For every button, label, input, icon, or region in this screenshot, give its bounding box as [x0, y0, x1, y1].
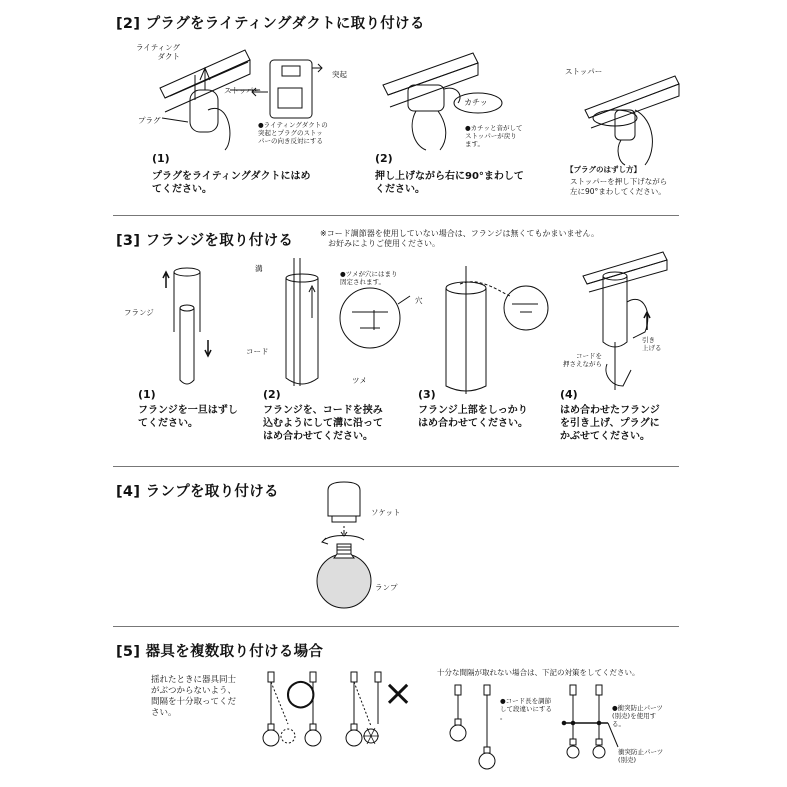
section-2-title: [2] プラグをライティングダクトに取り付ける — [116, 16, 425, 32]
label-click: カチッ — [464, 98, 488, 107]
plug-removal-illustration — [585, 70, 680, 165]
spacing-advice: 揺れたときに器具同士 がぶつからないよう、 間隔を十分取ってくだ さい。 — [151, 675, 237, 718]
lamp-install-illustration — [310, 478, 380, 610]
s3-step-4-text: はめ合わせたフランジ を引き上げ、プラグに かぶせてください。 — [560, 405, 660, 442]
section-5-title: [5] 器具を複数取り付ける場合 — [116, 644, 324, 660]
s3-step-2-num: (2) — [263, 388, 281, 401]
label-flange: フランジ — [124, 308, 154, 317]
s3-step-2-text: フランジを、コードを挟み 込むようにして溝に沿って はめ合わせてください。 — [263, 405, 383, 442]
ng-symbol: × — [383, 673, 414, 714]
flange-secure-illustration — [430, 266, 545, 394]
s3-step-3-num: (3) — [418, 388, 436, 401]
label-stopper: ストッパー — [224, 86, 262, 95]
label-pull-up: 引き 上げる — [642, 336, 662, 352]
label-cord: コード — [246, 347, 269, 356]
s2-step-1-text: プラグをライティングダクトにはめ てください。 — [152, 171, 311, 195]
removal-text: ストッパーを押し下げながら 左に90°まわしてください。 — [570, 177, 668, 196]
label-tab-note: ●ツメが穴にはまり 固定されます。 — [340, 270, 398, 286]
plug-rotate-illustration — [378, 45, 518, 150]
label-lighting-duct: ライティング ダクト — [136, 43, 181, 61]
ok-spacing-illustration — [260, 670, 330, 748]
collision-part-illustration — [560, 683, 622, 759]
section-divider — [113, 466, 679, 467]
label-lamp: ランプ — [375, 583, 398, 592]
s2-step-2-text: 押し上げながら右に90°まわして ください。 — [375, 171, 524, 195]
section-3-note: ※コード調節器を使用していない場合は、フランジは無くてもかまいません。 お好みによりご使用ください。 — [320, 229, 599, 248]
ng-spacing-illustration — [345, 670, 390, 748]
label-collision-part: 衝突防止パーツ (別売) — [618, 748, 664, 764]
alternative-header: 十分な間隔が取れない場合は、下記の対策をしてください。 — [437, 668, 640, 677]
label-stopper-2: ストッパー — [565, 67, 603, 76]
flange-raise-illustration — [583, 252, 679, 390]
label-protrusion: 突起 — [332, 70, 347, 79]
plug-insert-illustration — [150, 40, 360, 150]
section-3-title: [3] フランジを取り付ける — [116, 233, 294, 249]
s3-step-3-text: フランジ上部をしっかり はめ合わせてください。 — [418, 405, 528, 429]
label-hold-cord: コードを 押さえながら — [563, 352, 602, 368]
section-divider — [113, 215, 679, 216]
section-divider — [113, 626, 679, 627]
label-tab: ツメ — [352, 376, 367, 385]
label-plug: プラグ — [138, 116, 161, 125]
removal-title: 【プラグのはずし方】 — [566, 165, 641, 174]
label-socket: ソケット — [371, 508, 401, 517]
option-collision-part: ●衝突防止パーツ (別売)を使用す る。 — [612, 704, 663, 728]
s3-step-4-num: (4) — [560, 388, 578, 401]
s2-step-1-num: (1) — [152, 152, 170, 165]
s2-step-2-num: (2) — [375, 152, 393, 165]
section-4-title: [4] ランプを取り付ける — [116, 484, 279, 500]
label-orientation-note: ●ライティングダクトの 突起とプラグのストッ パーの向き反対にする — [258, 121, 328, 145]
stagger-cord-illustration — [450, 683, 500, 779]
label-click-note: ●カチッと音がして ストッパーが戻り ます。 — [465, 124, 523, 148]
ok-symbol: ○ — [285, 672, 317, 713]
label-groove: 溝 — [255, 264, 263, 273]
s3-step-1-num: (1) — [138, 388, 156, 401]
label-hole: 穴 — [415, 296, 423, 305]
s3-step-1-text: フランジを一旦はずし てください。 — [138, 405, 238, 429]
option-adjust-cord: ●コード長を調節 して段違いにする 。 — [500, 697, 552, 721]
flange-detach-illustration — [160, 262, 220, 390]
flange-fit-illustration — [282, 258, 422, 390]
